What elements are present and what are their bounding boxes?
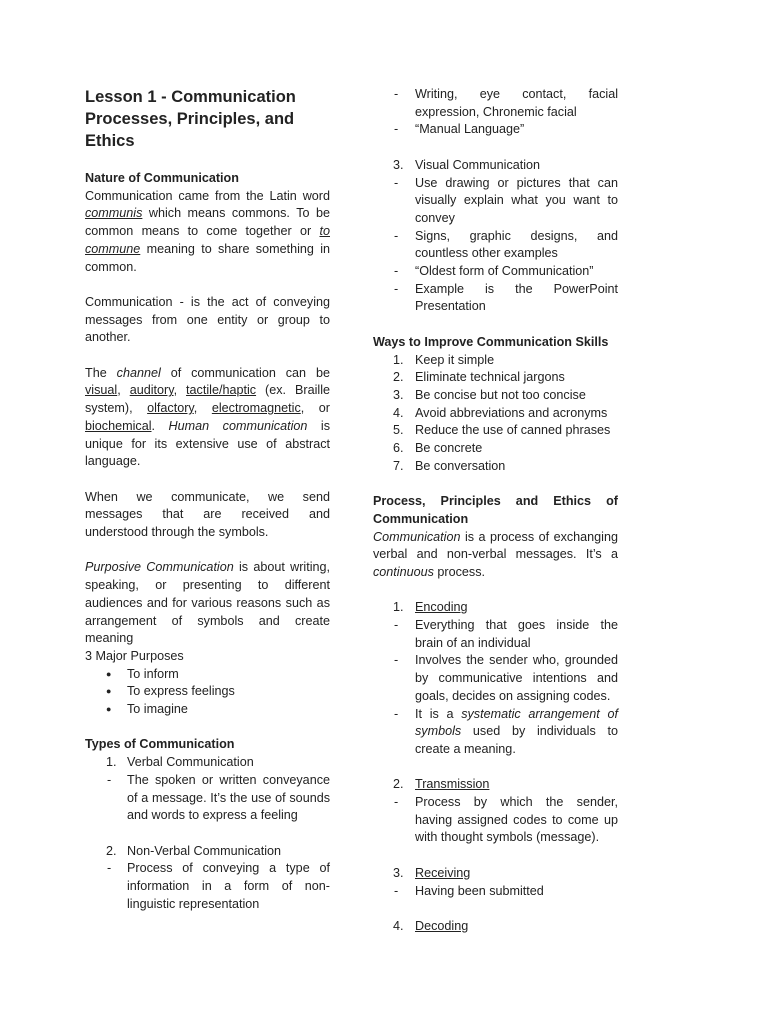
types-heading: Types of Communication [85, 737, 235, 752]
visual-desc: - “Oldest form of Communication” [394, 264, 594, 279]
decoding-item: 4. Decoding [393, 918, 469, 933]
list-item: 5. Reduce the use of canned phrases [393, 423, 611, 438]
process-intro: Communication is a process of exchanging verbal and non-verbal messages. It’s a continuous process. [373, 529, 618, 579]
left-column [85, 86, 330, 913]
nature-paragraph-1: Communication came from the Latin word communis which means commons. To be common means to come together or to commune meaning to share something in common. [85, 188, 330, 274]
list-item: 6. Be concrete [393, 441, 483, 456]
verbal-item: 1. Verbal Communication [106, 755, 254, 770]
process-heading: Process, Principles and Ethics of Communication [373, 494, 618, 526]
visual-desc: - Example is the PowerPoint Presentation [394, 281, 618, 314]
nature-heading: Nature of Communication [85, 171, 239, 185]
visual-desc: - Use drawing or pictures that can visually explain what you want to convey [394, 175, 618, 225]
encoding-desc: - Everything that goes inside the brain of an individual [394, 618, 618, 650]
nature-paragraph-5: Purposive Communication is about writing, speaking, or presenting to different audiences and for various reasons such as arrangement of symbols and create meaning [85, 560, 330, 646]
encoding-desc: - Involves the sender who, grounded by communicative intentions and goals, decides on assigning codes. [394, 653, 618, 703]
improve-list [373, 352, 618, 476]
verbal-desc: - The spoken or written conveyance of a message. It’s the use of sounds and words to express a feeling [107, 772, 330, 823]
visual-item: 3. Visual Communication [393, 157, 541, 172]
nature-paragraph-4: When we communicate, we send messages that are received and understood through the symbols. [85, 489, 330, 540]
list-item: 4. Avoid abbreviations and acronyms [393, 405, 608, 420]
nonverbal-example: - “Manual Language” [394, 122, 525, 137]
list-item: 3. Be concise but not too concise [393, 387, 586, 402]
list-item: 7. Be conversation [393, 458, 506, 473]
nonverbal-item: 2. Non-Verbal Communication [106, 843, 281, 858]
encoding-item: 1. Encoding [393, 600, 468, 615]
visual-desc: - Signs, graphic designs, and countless other examples [394, 228, 618, 261]
transmission-desc: - Process by which the sender, having assigned codes to come up with thought symbols (message). [394, 795, 618, 845]
purposes-label: 3 Major Purposes [85, 648, 184, 663]
right-column [373, 86, 618, 936]
improve-heading: Ways to Improve Communication Skills [373, 334, 609, 349]
receiving-desc: - Having been submitted [394, 883, 544, 898]
list-item: 1. Keep it simple [393, 352, 495, 367]
receiving-item: 3. Receiving [393, 865, 471, 880]
nature-paragraph-2: Communication - is the act of conveying messages from one entity or group to another. [85, 294, 330, 345]
purposes-list [85, 666, 330, 719]
nonverbal-desc: - Process of conveying a type of information in a form of non-linguistic representation [107, 861, 330, 911]
list-item: ● To imagine [106, 702, 188, 717]
lesson-title: Lesson 1 - Communication Processes, Principles, and Ethics [85, 88, 296, 150]
transmission-item: 2. Transmission [393, 777, 490, 792]
list-item: ● To inform [106, 666, 179, 681]
nonverbal-example: - Writing, eye contact, facial expression, Chronemic facial [394, 87, 618, 119]
encoding-desc: - It is a systematic arrangement of symbols used by individuals to create a meaning. [394, 706, 618, 756]
list-item: ● To express feelings [106, 684, 235, 699]
list-item: 2. Eliminate technical jargons [393, 370, 565, 385]
nature-paragraph-3: The channel of communication can be visual, auditory, tactile/haptic (ex. Braille system), olfactory, electromagnetic, or biochemical. Human communication is unique for its extensive use of abstract language. [85, 365, 331, 469]
